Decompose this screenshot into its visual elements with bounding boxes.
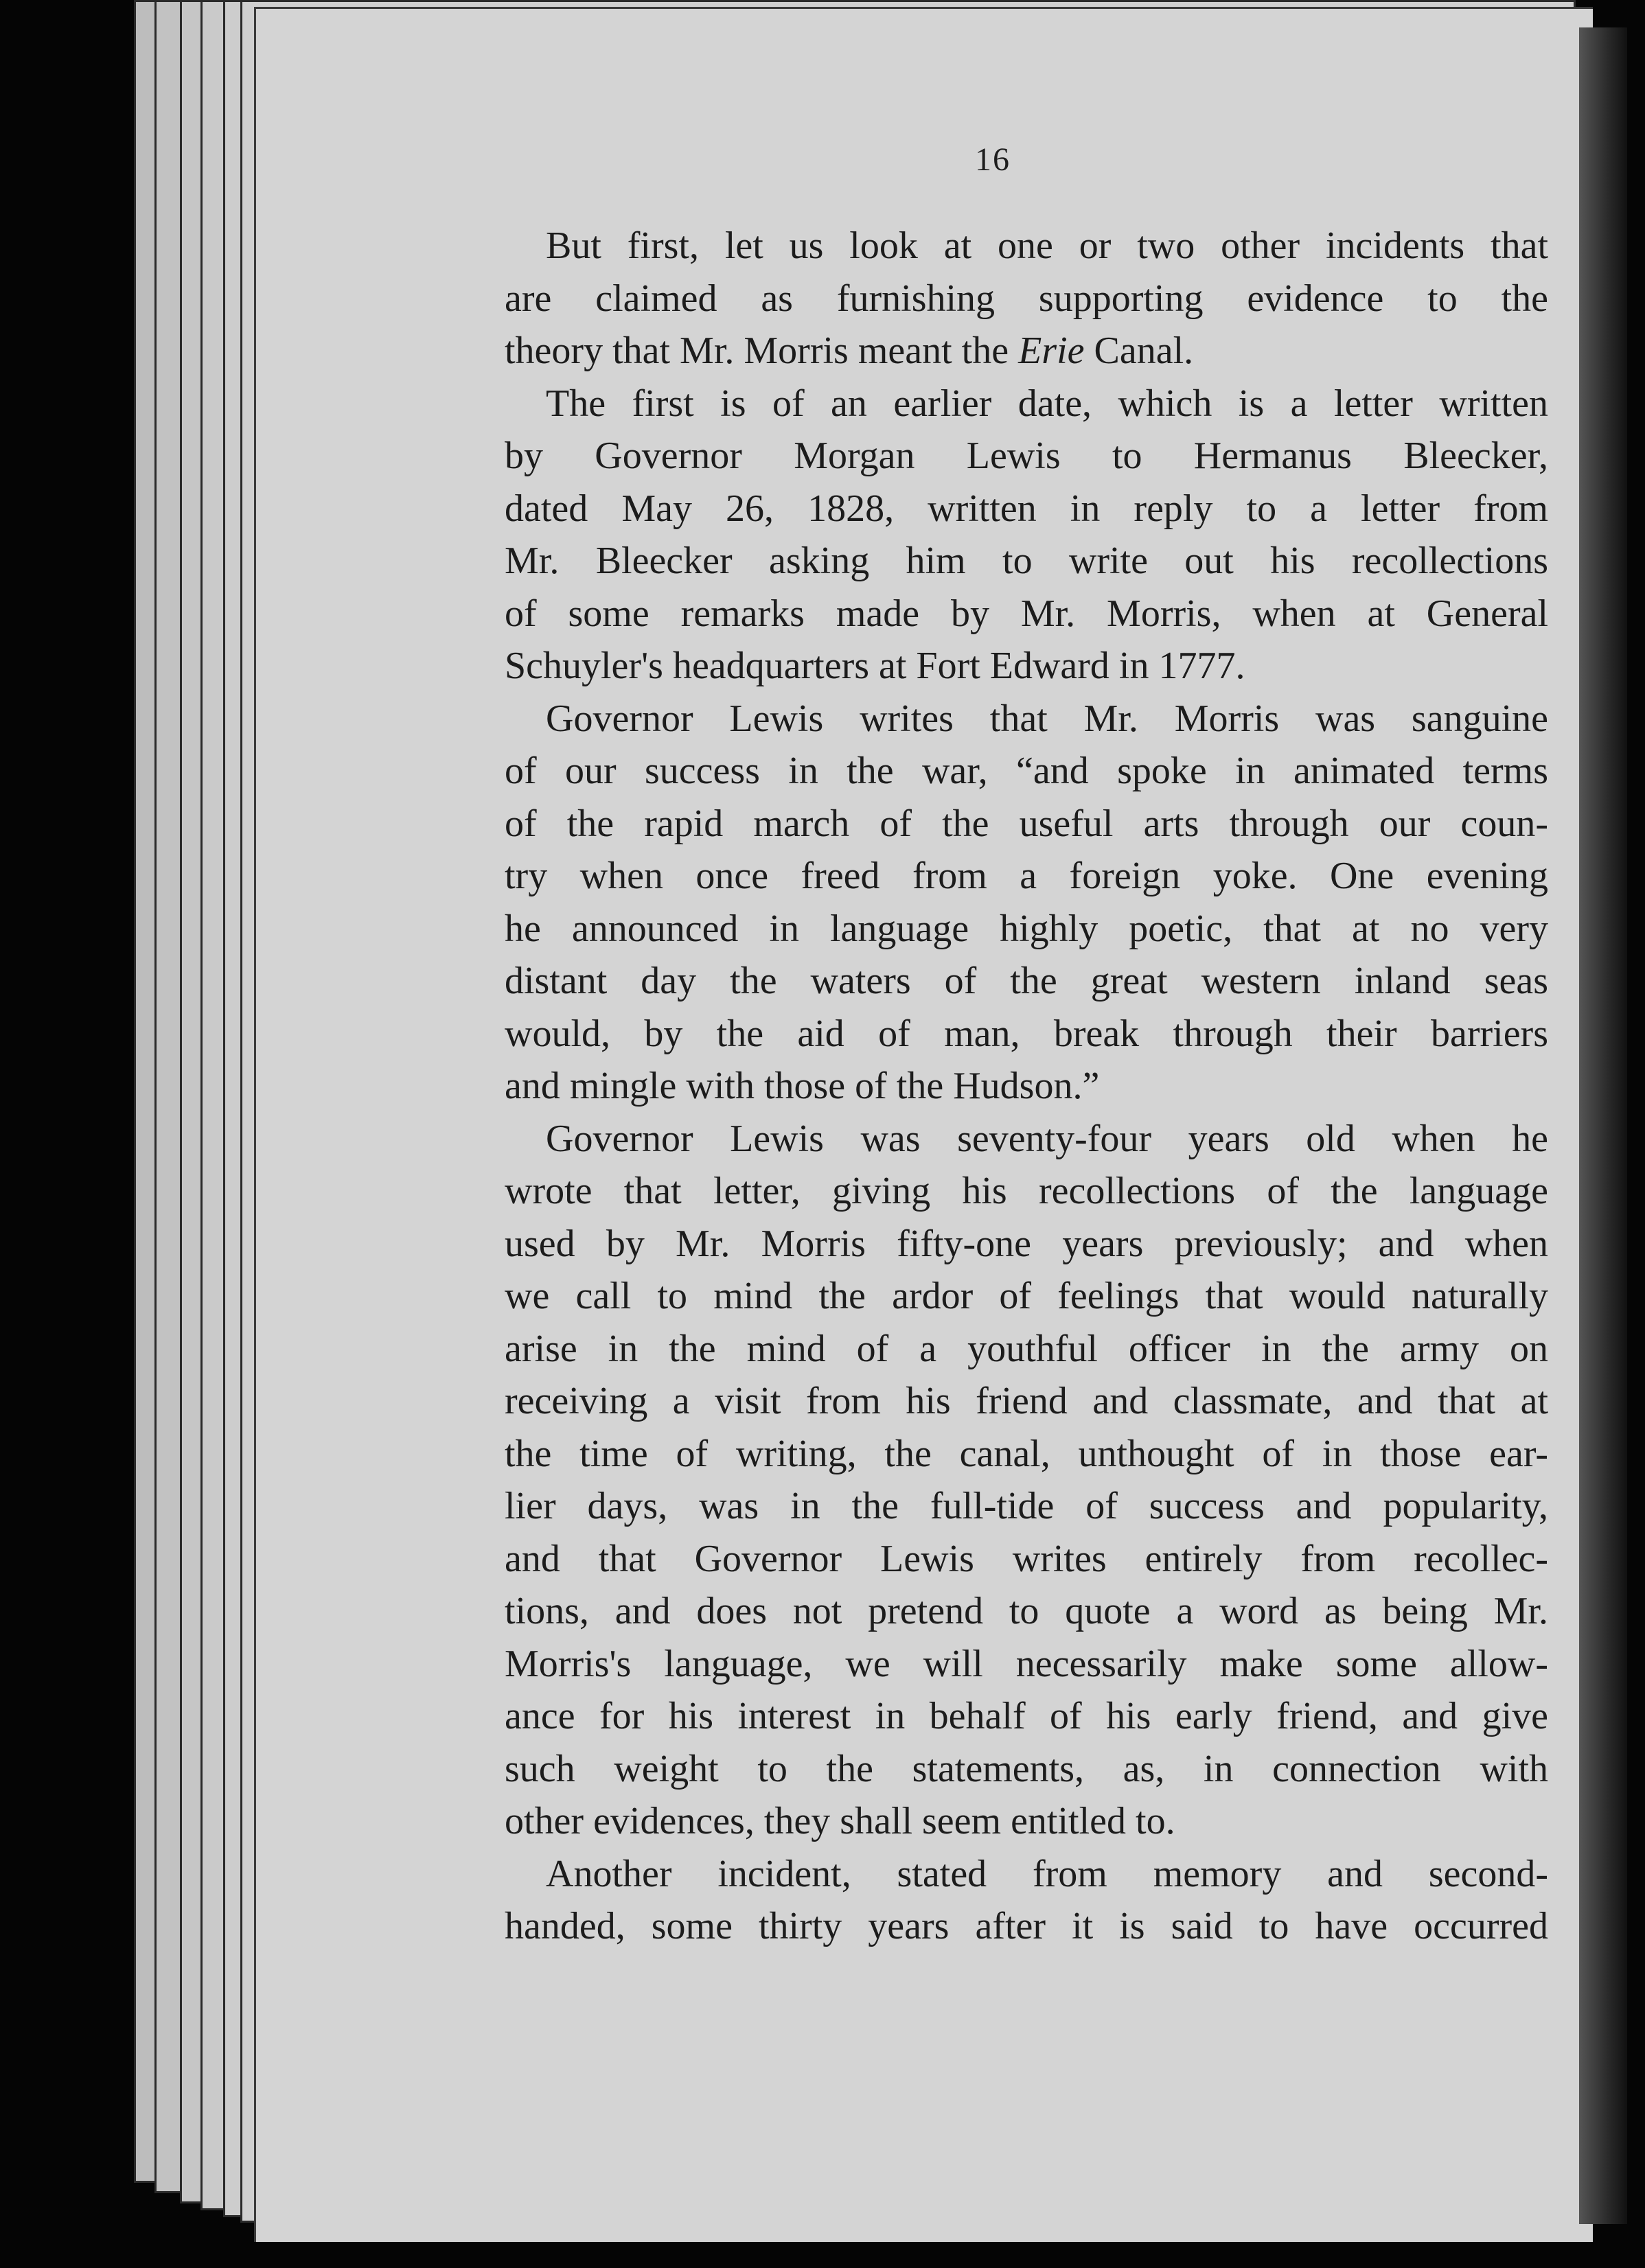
text-line: ance for his interest in behalf of his early friend, and give — [505, 1695, 1548, 1737]
text-line: are claimed as furnishing supporting evidence to the — [505, 277, 1548, 320]
text-line: Mr. Bleecker asking him to write out his recollections — [505, 540, 1548, 582]
text-line: distant day the waters of the great western inland seas — [505, 960, 1548, 1002]
text-line: The first is of an earlier date, which is a letter written — [546, 382, 1548, 425]
text-line: we call to mind the ardor of feelings that would naturally — [505, 1275, 1548, 1317]
text-line: wrote that letter, giving his recollections of the language — [505, 1170, 1548, 1212]
text-line: would, by the aid of man, break through their barriers — [505, 1012, 1548, 1055]
paragraph-1 — [505, 220, 1548, 378]
text-line: Schuyler's headquarters at Fort Edward in 1777. — [505, 645, 1245, 687]
paragraph-2 — [505, 378, 1548, 693]
text-line: receiving a visit from his friend and classmate, and that at — [505, 1380, 1548, 1422]
text-line: and mingle with those of the Hudson.” — [505, 1065, 1100, 1107]
text-line: used by Mr. Morris fifty-one years previously; and when — [505, 1222, 1548, 1265]
text-line: try when once freed from a foreign yoke. One evening — [505, 855, 1548, 897]
paragraph-5 — [505, 1848, 1548, 1953]
text-line: Another incident, stated from memory and second- — [546, 1852, 1548, 1895]
italic-word: Erie — [1018, 329, 1085, 372]
text-line: by Governor Morgan Lewis to Hermanus Bleecker, — [505, 435, 1548, 477]
body-text — [505, 220, 1548, 1953]
text-line: lier days, was in the full-tide of success and popularity, — [505, 1485, 1548, 1527]
text-line: and that Governor Lewis writes entirely from recollec- — [505, 1537, 1548, 1580]
binding-shadow — [1579, 27, 1627, 2224]
text-line: such weight to the statements, as, in connection with — [505, 1747, 1548, 1790]
text-line: of the rapid march of the useful arts through our coun- — [505, 802, 1548, 845]
text-line: Morris's language, we will necessarily make some allow- — [505, 1642, 1548, 1685]
text-line: arise in the mind of a youthful officer in the army on — [505, 1327, 1548, 1370]
text-line: the time of writing, the canal, unthought of in those ear- — [505, 1432, 1548, 1475]
page-number: 16 — [975, 141, 1011, 178]
text-line: But first, let us look at one or two other incidents that — [546, 224, 1548, 267]
text-line: of some remarks made by Mr. Morris, when at General — [505, 592, 1548, 635]
text-line: handed, some thirty years after it is said to have occurred — [505, 1905, 1548, 1947]
text-line: of our success in the war, “and spoke in animated terms — [505, 750, 1548, 792]
text-fragment: theory that Mr. Morris meant the — [505, 329, 1019, 372]
text-line: Governor Lewis writes that Mr. Morris was sanguine — [546, 697, 1548, 740]
paragraph-4 — [505, 1113, 1548, 1848]
text-line: he announced in language highly poetic, that at no very — [505, 907, 1548, 950]
text-fragment: Canal. — [1084, 329, 1194, 372]
text-line: tions, and does not pretend to quote a word as being Mr. — [505, 1590, 1548, 1632]
text-line: other evidences, they shall seem entitled to. — [505, 1800, 1175, 1842]
text-line: dated May 26, 1828, written in reply to a letter from — [505, 487, 1548, 530]
text-line-with-italic — [505, 325, 1548, 378]
paragraph-3 — [505, 693, 1548, 1113]
text-line: Governor Lewis was seventy-four years old when he — [546, 1117, 1548, 1160]
